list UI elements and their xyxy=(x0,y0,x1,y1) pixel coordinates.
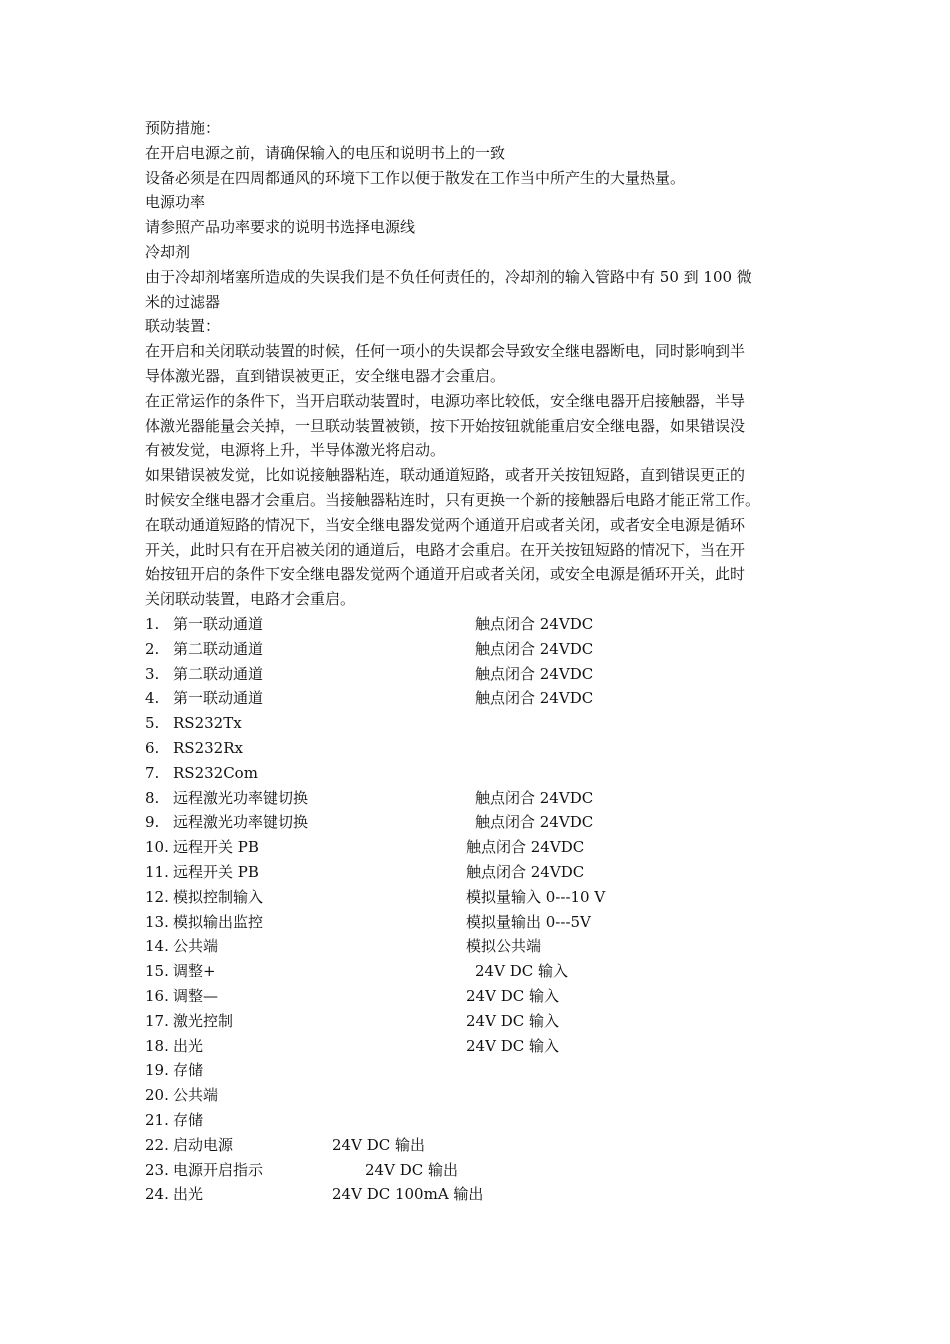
item-spec: 模拟公共端 xyxy=(466,937,542,956)
item-label: 模拟输出监控 xyxy=(173,912,264,931)
text-line: 设备必须是在四周都通风的环境下工作以便于散发在工作当中所产生的大量热量。 xyxy=(145,168,686,187)
item-spec: 触点闭合 24VDC xyxy=(475,664,594,683)
item-label: 远程开关 PB xyxy=(173,838,259,857)
item-label: 存储 xyxy=(173,1061,204,1080)
text-line: 在正常运作的条件下，当开启联动装置时，电源功率比较低，安全继电器开启接触器，半导 xyxy=(145,391,746,410)
item-number: 18. xyxy=(145,1036,169,1055)
item-label: 第一联动通道 xyxy=(173,615,264,633)
item-spec: 模拟量输出 0---5V xyxy=(466,912,591,931)
item-label: 远程开关 PB xyxy=(173,863,259,881)
item-number: 3. xyxy=(145,664,160,683)
text-line: 导体激光器，直到错误被更正，安全继电器才会重启。 xyxy=(145,367,506,385)
item-number: 9. xyxy=(145,813,160,832)
text-line: 由于冷却剂堵塞所造成的失误我们是不负任何责任的，冷却剂的输入管路中有 50 到 100 微 xyxy=(145,267,752,286)
text-line: 米的过滤器 xyxy=(145,292,221,311)
item-label: 电源开启指示 xyxy=(173,1160,264,1179)
item-number: 19. xyxy=(145,1061,169,1080)
item-number: 13. xyxy=(145,912,169,931)
item-label: 第二联动通道 xyxy=(173,664,264,683)
item-number: 2. xyxy=(145,639,160,658)
item-spec: 24V DC 输入 xyxy=(466,1036,559,1055)
item-number: 24. xyxy=(145,1185,169,1204)
item-spec: 触点闭合 24VDC xyxy=(466,863,585,881)
item-spec: 24V DC 输入 xyxy=(466,1011,559,1030)
text-line: 如果错误被发觉，比如说接触器粘连，联动通道短路，或者开关按钮短路，直到错误更正的 xyxy=(145,466,746,485)
item-number: 4. xyxy=(145,689,160,708)
item-number: 12. xyxy=(145,887,169,906)
item-spec: 24V DC 100mA 输出 xyxy=(332,1185,484,1204)
item-label: 调整+ xyxy=(173,962,216,981)
item-number: 21. xyxy=(145,1111,169,1129)
item-spec: 触点闭合 24VDC xyxy=(475,813,594,832)
item-label: 模拟控制输入 xyxy=(173,887,264,906)
item-label: RS232Com xyxy=(173,763,258,782)
item-spec: 24V DC 输入 xyxy=(466,987,559,1005)
text-line: 关闭联动装置，电路才会重启。 xyxy=(145,590,356,609)
item-spec: 24V DC 输出 xyxy=(332,1135,425,1154)
heading-precautions: 预防措施： xyxy=(145,119,221,137)
item-label: 出光 xyxy=(173,1185,204,1204)
item-label: 远程激光功率键切换 xyxy=(173,788,309,807)
item-label: 启动电源 xyxy=(173,1135,234,1154)
item-number: 6. xyxy=(145,739,160,757)
item-number: 5. xyxy=(145,714,160,733)
text-line: 请参照产品功率要求的说明书选择电源线 xyxy=(145,218,416,237)
item-number: 23. xyxy=(145,1160,169,1179)
text-line: 有被发觉，电源将上升，半导体激光将启动。 xyxy=(145,441,446,460)
heading-power: 电源功率 xyxy=(145,193,206,212)
text-line: 始按钮开启的条件下安全继电器发觉两个通道开启或者关闭，或安全电源是循环开关，此时 xyxy=(145,565,746,584)
item-label: 第一联动通道 xyxy=(173,689,264,708)
item-label: 公共端 xyxy=(173,1086,219,1105)
item-label: 激光控制 xyxy=(173,1011,234,1030)
item-label: RS232Tx xyxy=(173,714,242,733)
item-label: 调整— xyxy=(173,987,219,1005)
item-number: 10. xyxy=(145,838,169,857)
item-spec: 24V DC 输出 xyxy=(365,1160,458,1179)
item-label: RS232Rx xyxy=(173,739,243,757)
item-spec: 触点闭合 24VDC xyxy=(475,689,594,708)
item-number: 22. xyxy=(145,1135,169,1154)
item-number: 17. xyxy=(145,1011,169,1030)
item-number: 16. xyxy=(145,987,169,1005)
item-label: 远程激光功率键切换 xyxy=(173,813,309,832)
item-spec: 24V DC 输入 xyxy=(475,962,568,981)
item-number: 15. xyxy=(145,962,169,981)
item-spec: 模拟量输入 0---10 V xyxy=(466,887,606,906)
item-number: 14. xyxy=(145,937,169,956)
text-line: 在开启电源之前，请确保输入的电压和说明书上的一致 xyxy=(145,143,506,162)
item-spec: 触点闭合 24VDC xyxy=(466,838,585,857)
heading-interlock: 联动装置： xyxy=(145,317,221,336)
item-number: 1. xyxy=(145,615,160,633)
item-number: 20. xyxy=(145,1086,169,1105)
item-number: 7. xyxy=(145,763,160,782)
item-spec: 触点闭合 24VDC xyxy=(475,639,594,658)
item-label: 存储 xyxy=(173,1111,204,1129)
item-number: 11. xyxy=(145,863,169,881)
text-line: 在开启和关闭联动装置的时候，任何一项小的失误都会导致安全继电器断电，同时影响到半 xyxy=(145,342,746,361)
item-label: 出光 xyxy=(173,1036,204,1055)
item-label: 公共端 xyxy=(173,937,219,956)
item-spec: 触点闭合 24VDC xyxy=(475,788,594,807)
item-label: 第二联动通道 xyxy=(173,639,264,658)
text-line: 在联动通道短路的情况下，当安全继电器发觉两个通道开启或者关闭，或者安全电源是循环 xyxy=(145,515,746,534)
item-spec: 触点闭合 24VDC xyxy=(475,615,594,633)
text-line: 时候安全继电器才会重启。当接触器粘连时，只有更换一个新的接触器后电路才能正常工作。 xyxy=(145,491,761,509)
text-line: 体激光器能量会关掉，一旦联动装置被锁，按下开始按钮就能重启安全继电器，如果错误没 xyxy=(145,416,746,435)
heading-coolant: 冷却剂 xyxy=(145,243,191,261)
item-number: 8. xyxy=(145,788,160,807)
text-line: 开关，此时只有在开启被关闭的通道后，电路才会重启。在开关按钮短路的情况下，当在开 xyxy=(145,540,746,559)
